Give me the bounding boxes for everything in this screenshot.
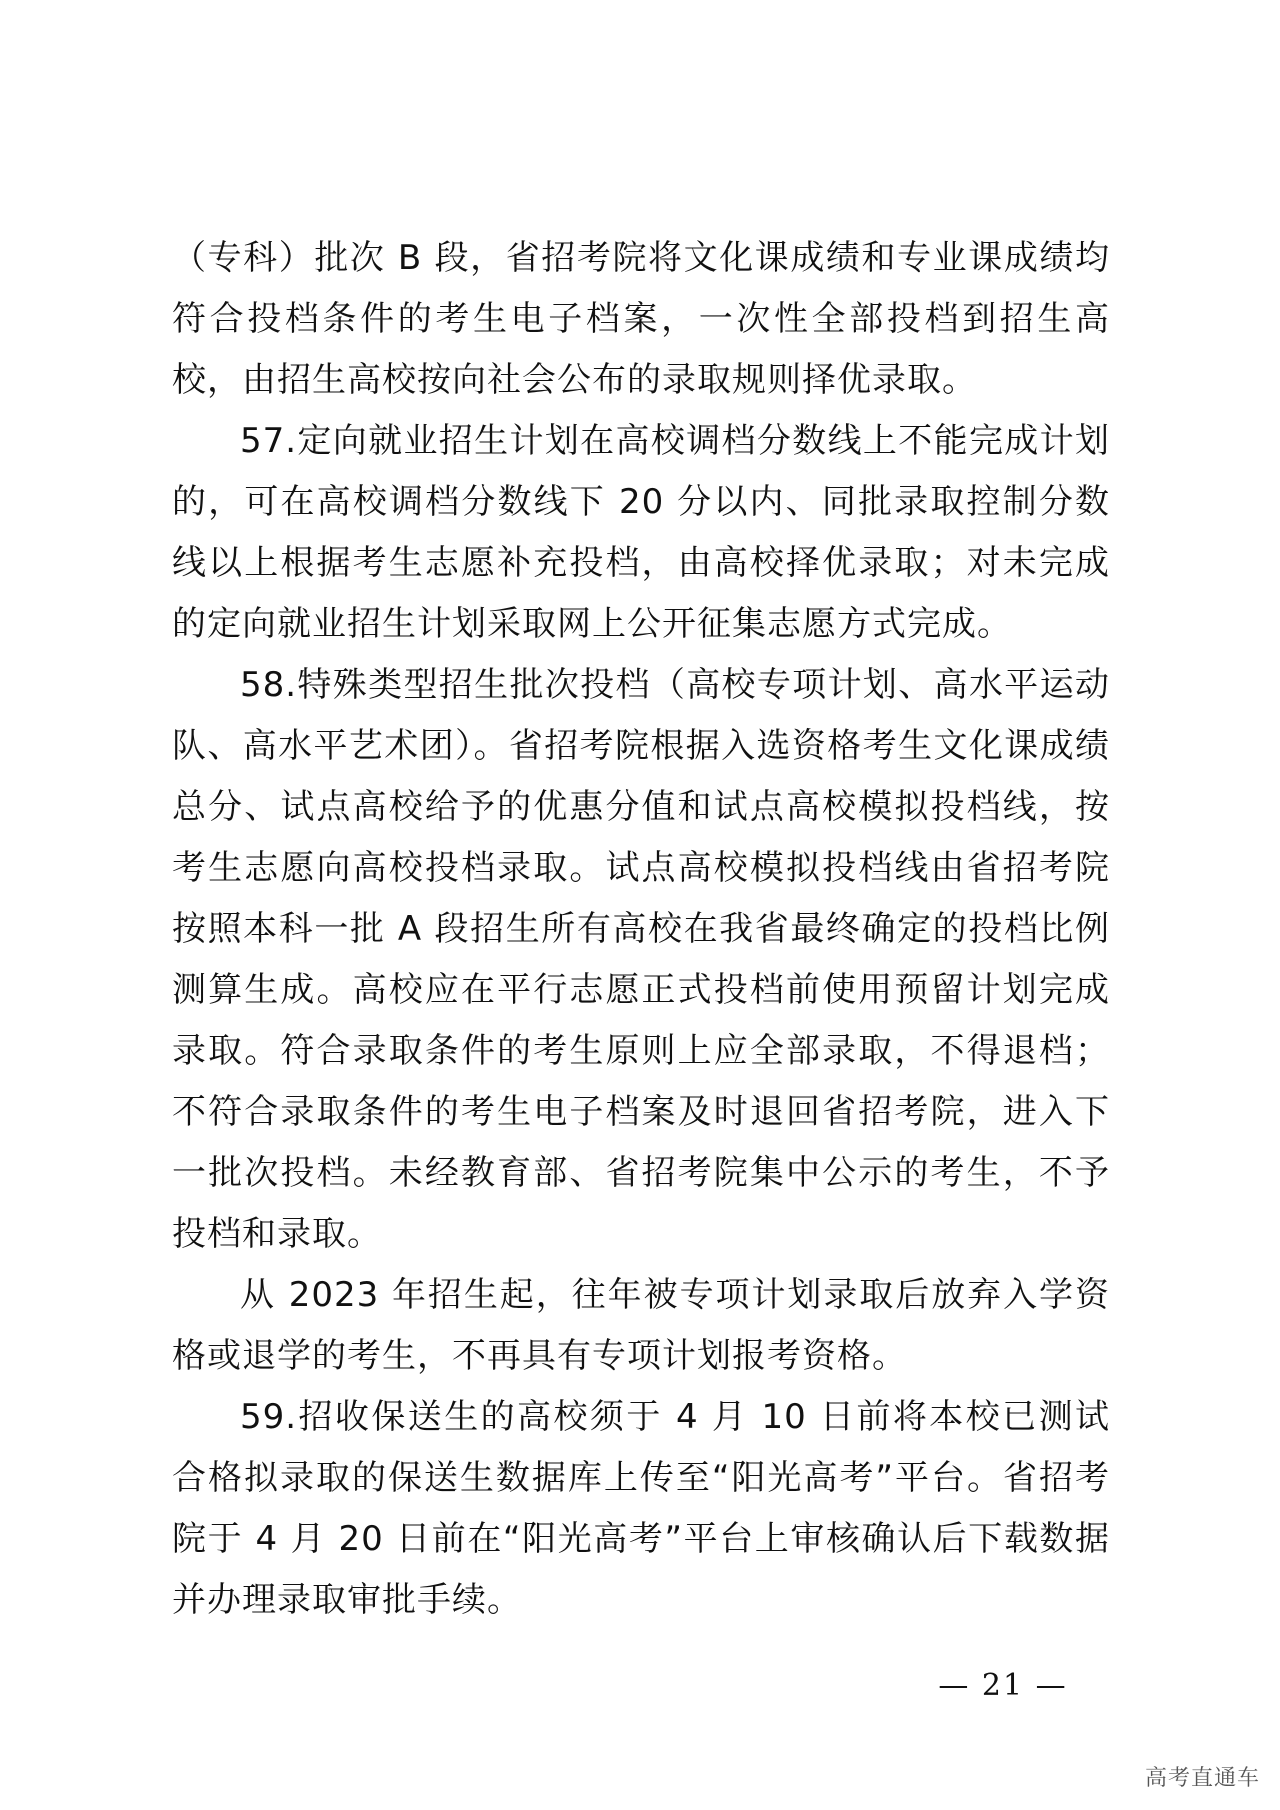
paragraph-item-59: 59.招收保送生的高校须于 4 月 10 日前将本校已测试合格拟录取的保送生数据库上传至“阳光高考”平台。省招考院于 4 月 20 日前在“阳光高考”平台上审核确认后下载数据并办理录取审批手续。	[172, 1397, 1110, 1620]
paragraph-continuation: （专科）批次 B 段，省招考院将文化课成绩和专业课成绩均符合投档条件的考生电子档案，一次性全部投档到招生高校，由招生高校按向社会公布的录取规则择优录取。	[172, 238, 1110, 400]
paragraph-item-58: 58.特殊类型招生批次投档（高校专项计划、高水平运动队、高水平艺术团）。省招考院根据入选资格考生文化课成绩总分、试点高校给予的优惠分值和试点高校模拟投档线，按考生志愿向高校投档录取。试点高校模拟投档线由省招考院按照本科一批 A 段招生所有高校在我省最终确定的投档比例测算生成。高校应在平行志愿正式投档前使用预留计划完成录取。符合录取条件的考生原则上应全部录取，不得退档；不符合录取条件的考生电子档案及时退回省招考院，进入下一批次投档。未经教育部、省招考院集中公示的考生，不予投档和录取。	[172, 665, 1110, 1254]
watermark: 高考直通车	[1144, 1766, 1260, 1791]
page-number: — 21 —	[938, 1668, 1068, 1703]
paragraph-item-57: 57.定向就业招生计划在高校调档分数线上不能完成计划的，可在高校调档分数线下 20 分以内、同批录取控制分数线以上根据考生志愿补充投档，由高校择优录取；对未完成的定向就业招生计划采取网上公开征集志愿方式完成。	[172, 421, 1110, 644]
document-body	[172, 228, 1110, 1631]
paragraph-special-program-note: 从 2023 年招生起，往年被专项计划录取后放弃入学资格或退学的考生，不再具有专项计划报考资格。	[172, 1275, 1110, 1376]
